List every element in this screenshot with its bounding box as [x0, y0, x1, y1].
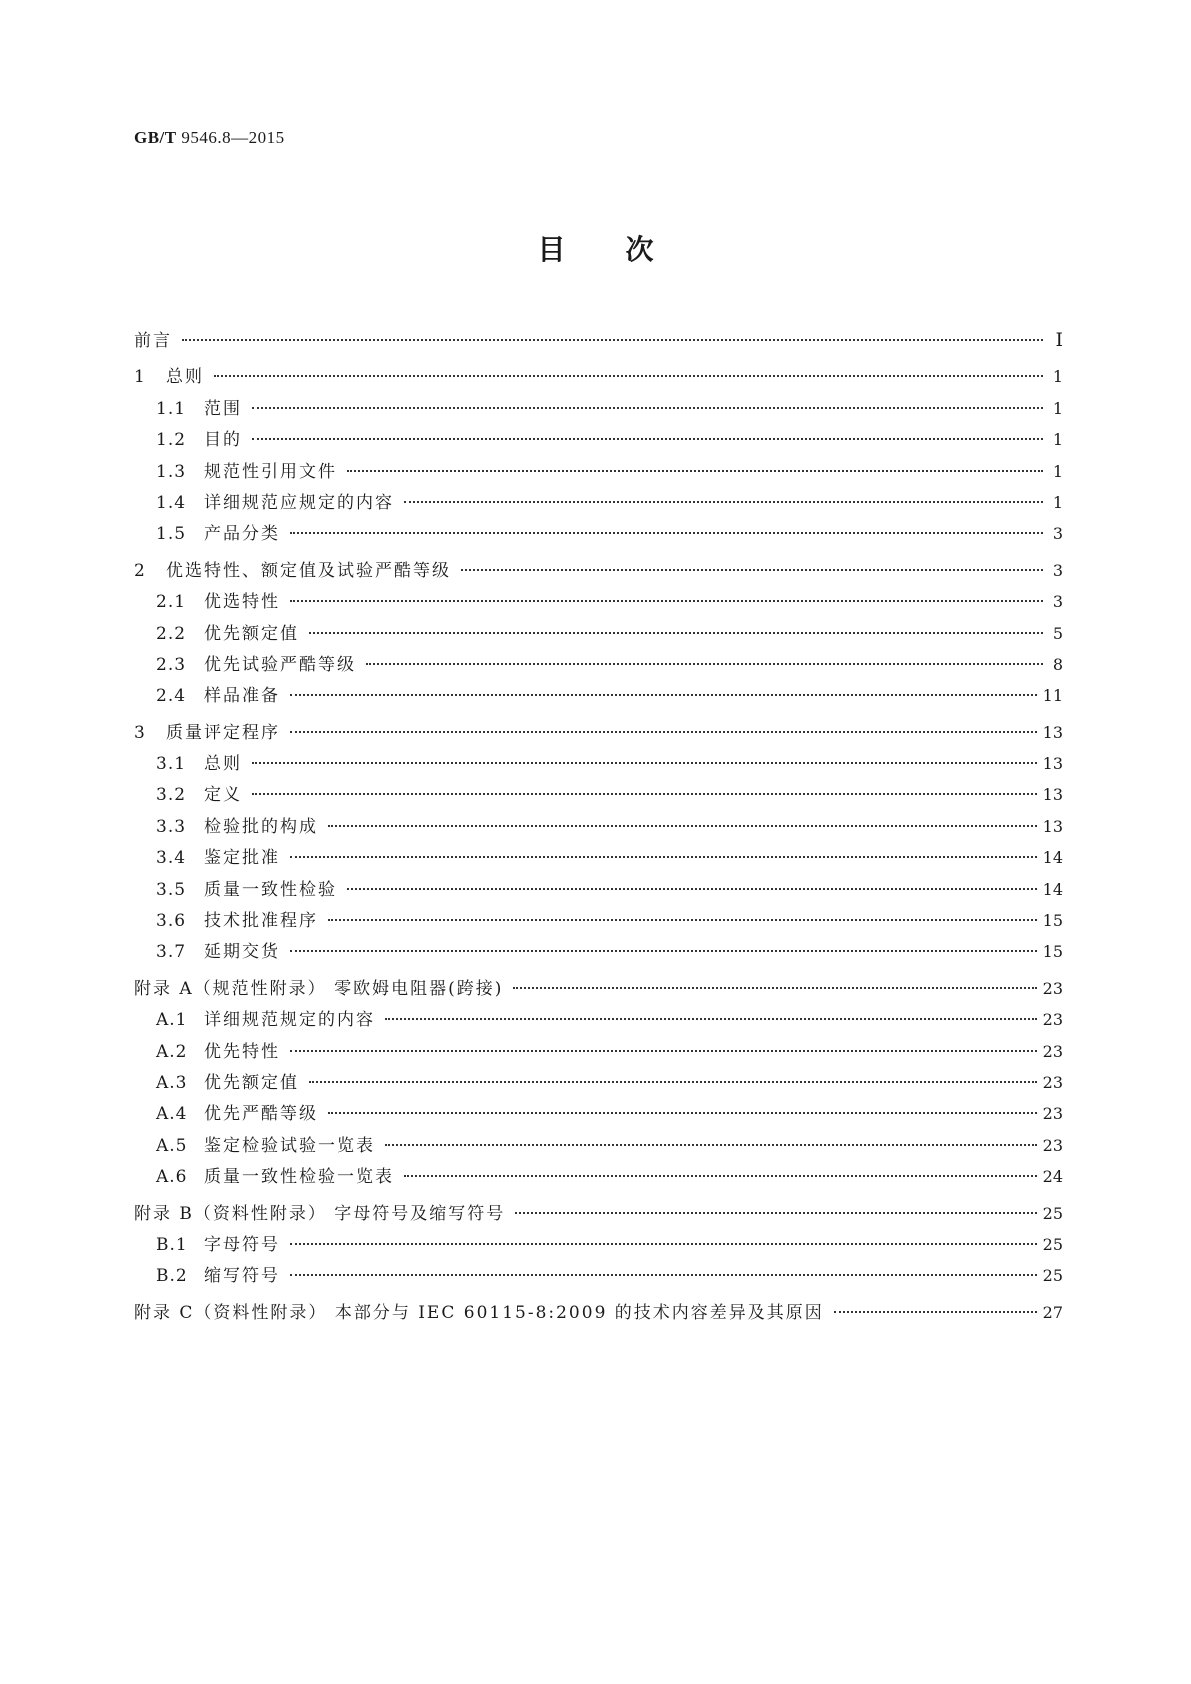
toc-entry[interactable]	[134, 326, 1063, 357]
toc-page-number: 23	[1042, 978, 1063, 998]
toc-page-number: 15	[1042, 911, 1063, 931]
toc-entry[interactable]	[134, 1162, 1063, 1193]
page-title: 目次	[537, 233, 714, 266]
toc-entry[interactable]	[134, 749, 1063, 780]
toc-entry-number: 3.7	[156, 942, 187, 963]
toc-entry-label: 目的	[204, 430, 242, 451]
toc-page-number: 1	[1052, 430, 1063, 450]
toc-entry[interactable]	[134, 906, 1063, 937]
toc-entry-label: 总则	[204, 754, 242, 775]
toc-dot-leader	[290, 600, 1043, 602]
toc-entry-label: 附录 A（规范性附录） 零欧姆电阻器(跨接)	[134, 978, 504, 999]
toc-page-number: 14	[1042, 848, 1063, 868]
toc-entry-label: 总则	[166, 367, 204, 388]
toc-dot-leader	[290, 731, 1037, 733]
toc-dot-leader	[309, 1081, 1037, 1083]
toc-dot-leader	[290, 950, 1037, 952]
toc-dot-leader	[182, 339, 1043, 341]
toc-entry[interactable]	[134, 1068, 1063, 1099]
toc-dot-leader	[214, 375, 1043, 377]
toc-dot-leader	[290, 1243, 1037, 1245]
toc-page-number: Ⅰ	[1055, 329, 1063, 351]
toc-entry[interactable]	[134, 681, 1063, 712]
toc-dot-leader	[404, 1175, 1037, 1177]
toc-dot-leader	[328, 825, 1037, 827]
document-code-number: 9546.8—2015	[181, 128, 285, 147]
toc-page-number: 25	[1042, 1203, 1063, 1223]
toc-entry-label: 优先特性	[204, 1041, 280, 1062]
toc-entry[interactable]	[134, 457, 1063, 488]
toc-entry-label: 质量一致性检验	[204, 879, 337, 900]
toc-entry-label: 样品准备	[204, 686, 280, 707]
toc-dot-leader	[513, 987, 1036, 989]
toc-entry-label: 优选特性	[204, 592, 280, 613]
toc-entry-label: 技术批准程序	[204, 911, 318, 932]
toc-entry-number: 3	[134, 722, 146, 743]
toc-dot-leader	[290, 694, 1037, 696]
toc-dot-leader	[252, 762, 1037, 764]
toc-entry[interactable]	[134, 556, 1063, 587]
toc-page-number: 1	[1052, 492, 1063, 512]
toc-entry[interactable]	[134, 1298, 1063, 1329]
toc-entry[interactable]	[134, 974, 1063, 1005]
toc-entry-number: A.2	[156, 1041, 188, 1062]
toc-entry-label: 质量一致性检验一览表	[204, 1167, 394, 1188]
toc-entry-number: 1.4	[156, 492, 187, 513]
toc-entry[interactable]	[134, 1199, 1063, 1230]
toc-entry-number: A.4	[156, 1104, 188, 1125]
toc-page-number: 25	[1042, 1234, 1063, 1254]
toc-page-number: 3	[1052, 560, 1063, 580]
toc-page-number: 23	[1042, 1072, 1063, 1092]
toc-entry-label: 检验批的构成	[204, 816, 318, 837]
toc-entry-label: 定义	[204, 785, 242, 806]
toc-dot-leader	[328, 919, 1037, 921]
toc-dot-leader	[328, 1112, 1037, 1114]
toc-entry-label: 前言	[134, 331, 172, 351]
document-code	[134, 128, 285, 148]
toc-entry[interactable]	[134, 619, 1063, 650]
toc-page-number: 23	[1042, 1135, 1063, 1155]
toc-dot-leader	[290, 1274, 1037, 1276]
toc-entry[interactable]	[134, 780, 1063, 811]
toc-page-number: 23	[1042, 1041, 1063, 1061]
toc-dot-leader	[404, 501, 1043, 503]
toc-entry-label: 产品分类	[204, 524, 280, 545]
toc-entry-number: 1.3	[156, 461, 187, 482]
toc-entry[interactable]	[134, 587, 1063, 618]
toc-entry-label: 缩写符号	[204, 1266, 280, 1287]
toc-entry-label: 质量评定程序	[166, 722, 280, 743]
toc-entry[interactable]	[134, 812, 1063, 843]
toc-entry-number: 3.6	[156, 911, 187, 932]
toc-entry-number: 1.2	[156, 430, 187, 451]
toc-entry-label: 详细规范应规定的内容	[204, 492, 394, 513]
toc-entry-number: 2.1	[156, 592, 187, 613]
toc-entry-label: 鉴定检验试验一览表	[204, 1135, 375, 1156]
toc-entry-label: 优先严酷等级	[204, 1104, 318, 1125]
toc-dot-leader	[252, 793, 1037, 795]
toc-entry-number: 1.1	[156, 398, 187, 419]
toc-page-number: 1	[1052, 367, 1063, 387]
toc-entry[interactable]	[134, 875, 1063, 906]
toc-entry-label: 优先试验严酷等级	[204, 654, 356, 675]
toc-page-number: 5	[1052, 623, 1063, 643]
toc-dot-leader	[252, 438, 1043, 440]
toc-entry[interactable]	[134, 843, 1063, 874]
toc-entry[interactable]	[134, 650, 1063, 681]
toc-entry[interactable]	[134, 519, 1063, 550]
toc-entry-number: 3.5	[156, 879, 187, 900]
toc-entry-label: 鉴定批准	[204, 848, 280, 869]
toc-entry-number: 2	[134, 560, 146, 581]
toc-entry-number: A.1	[156, 1010, 188, 1031]
toc-entry-label: 延期交货	[204, 942, 280, 963]
toc-entry-label: 详细规范规定的内容	[204, 1010, 375, 1031]
toc-page-number: 23	[1042, 1010, 1063, 1030]
toc-entry-label: 附录 B（资料性附录） 字母符号及缩写符号	[134, 1203, 506, 1224]
toc-entry[interactable]	[134, 937, 1063, 968]
toc-entry[interactable]	[134, 1230, 1063, 1261]
toc-dot-leader	[461, 569, 1043, 571]
toc-entry-label: 优先额定值	[204, 1072, 299, 1093]
toc-entry-number: 2.4	[156, 686, 187, 707]
toc-entry-number: 1.5	[156, 524, 187, 545]
toc-entry[interactable]	[134, 718, 1063, 749]
toc-entry-number: 3.1	[156, 754, 187, 775]
toc-page-number: 14	[1042, 879, 1063, 899]
toc-dot-leader	[290, 1050, 1037, 1052]
toc-entry-number: 2.3	[156, 654, 187, 675]
toc-page-number: 13	[1042, 816, 1063, 836]
toc-dot-leader	[252, 407, 1043, 409]
toc-page-number: 1	[1052, 461, 1063, 481]
toc-entry-label: 附录 C（资料性附录） 本部分与 IEC 60115-8:2009 的技术内容差异及其原因	[134, 1302, 824, 1323]
toc-entry[interactable]	[134, 488, 1063, 519]
toc-page-number: 8	[1052, 654, 1063, 674]
toc-dot-leader	[834, 1311, 1037, 1313]
toc-entry-number: 1	[134, 367, 146, 388]
toc-dot-leader	[385, 1018, 1037, 1020]
toc-dot-leader	[290, 532, 1043, 534]
toc-page-number: 24	[1042, 1167, 1063, 1187]
toc-page-number: 1	[1052, 398, 1063, 418]
toc-entry-number: B.2	[156, 1266, 188, 1287]
toc-dot-leader	[347, 470, 1043, 472]
toc-page-number: 13	[1042, 722, 1063, 742]
toc-entry-label: 优先额定值	[204, 623, 299, 644]
toc-page-number: 27	[1042, 1302, 1063, 1322]
toc-entry[interactable]	[134, 1005, 1063, 1036]
toc-entry-number: A.6	[156, 1167, 188, 1188]
toc-page-number: 13	[1042, 754, 1063, 774]
toc-dot-leader	[290, 856, 1037, 858]
toc-page-number: 25	[1042, 1266, 1063, 1286]
toc-page-number: 3	[1052, 592, 1063, 612]
toc-dot-leader	[309, 632, 1043, 634]
toc-entry[interactable]	[134, 1261, 1063, 1292]
toc-page-number: 15	[1042, 942, 1063, 962]
toc-page-number: 13	[1042, 785, 1063, 805]
toc-entry-label: 字母符号	[204, 1234, 280, 1255]
toc-entry-number: A.3	[156, 1072, 188, 1093]
document-code-prefix: GB/T	[134, 128, 177, 147]
toc-entry-number: 2.2	[156, 623, 187, 644]
toc-entry-number: A.5	[156, 1135, 188, 1156]
toc-entry[interactable]	[134, 394, 1063, 425]
toc-entry[interactable]	[134, 1131, 1063, 1162]
toc-entry-label: 范围	[204, 398, 242, 419]
toc-entry-label: 规范性引用文件	[204, 461, 337, 482]
toc-dot-leader	[515, 1212, 1036, 1214]
toc-entry-number: 3.4	[156, 848, 187, 869]
toc-entry[interactable]	[134, 362, 1063, 393]
table-of-contents	[134, 326, 1063, 1329]
toc-entry-number: 3.3	[156, 816, 187, 837]
toc-page-number: 3	[1052, 524, 1063, 544]
toc-entry-number: 3.2	[156, 785, 187, 806]
toc-dot-leader	[366, 663, 1043, 665]
toc-page-number: 23	[1042, 1104, 1063, 1124]
toc-entry[interactable]	[134, 425, 1063, 456]
toc-entry-number: B.1	[156, 1234, 188, 1255]
toc-dot-leader	[347, 888, 1037, 890]
toc-entry[interactable]	[134, 1037, 1063, 1068]
toc-dot-leader	[385, 1144, 1037, 1146]
toc-entry[interactable]	[134, 1099, 1063, 1130]
toc-entry-label: 优选特性、额定值及试验严酷等级	[166, 560, 451, 581]
toc-page-number: 11	[1042, 686, 1063, 706]
